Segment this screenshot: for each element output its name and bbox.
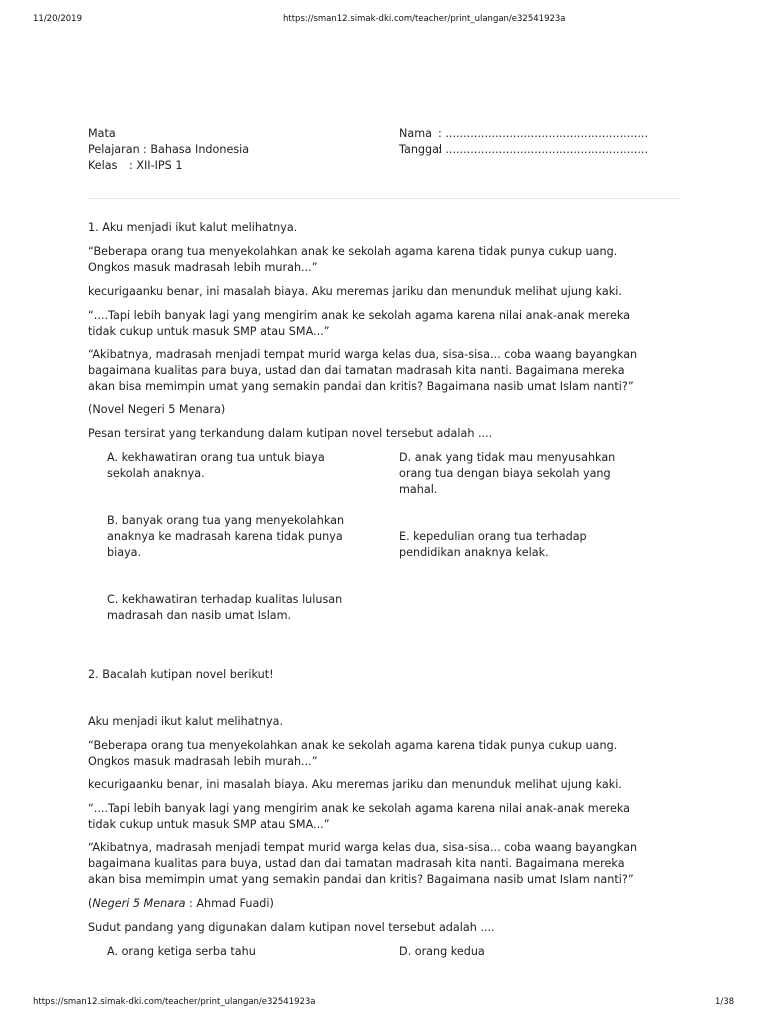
q1-narration: kecurigaanku benar, ini masalah biaya. Aku meremas jariku dan menunduk melihat ujung kaki. <box>88 285 622 298</box>
q2-narration: kecurigaanku benar, ini masalah biaya. Aku meremas jariku dan menunduk melihat ujung kaki. <box>88 778 622 791</box>
subject-label-2: Pelajaran <box>88 143 140 156</box>
date-value: : ......................................................... <box>438 143 649 156</box>
q2-quote-2: “....Tapi lebih banyak lagi yang mengirim anak ke sekolah agama karena nilai anak-anak mereka tidak cukup untuk masuk SMP atau SMA...” <box>88 802 630 831</box>
q1-quote-1: “Beberapa orang tua menyekolahkan anak ke sekolah agama karena tidak punya cukup uang. Ongkos masuk madrasah lebih murah...” <box>88 245 618 274</box>
q1-quote-2: “....Tapi lebih banyak lagi yang mengirim anak ke sekolah agama karena nilai anak-anak mereka tidak cukup untuk masuk SMP atau SMA...” <box>88 309 630 338</box>
q2-source: (Negeri 5 Menara : Ahmad Fuadi) <box>88 897 274 910</box>
print-url: https://sman12.simak-dki.com/teacher/print_ulangan/e32541923a <box>283 14 566 24</box>
novel-title: Negeri 5 Menara <box>92 897 186 910</box>
q1-source: (Novel Negeri 5 Menara) <box>88 403 226 416</box>
q1-quote-3: “Akibatnya, madrasah menjadi tempat murid warga kelas dua, sisa-sisa... coba waang bayangkan bagaimana kualitas para buya, ustad dan dai tamatan madrasah kita nanti. Bagaimana mereka akan bisa memimpin umat yang semakin pandai dan kritis? Bagaimana nasib umat Islam nanti?” <box>88 348 638 393</box>
divider <box>88 198 681 199</box>
q1-prompt: Pesan tersirat yang terkandung dalam kutipan novel tersebut adalah .... <box>88 427 493 440</box>
q1-option-c[interactable]: C. kekhawatiran terhadap kualitas lulusan madrasah dan nasib umat Islam. <box>107 593 343 622</box>
name-label: Nama <box>399 127 432 140</box>
class-value: : XII-IPS 1 <box>129 159 183 172</box>
print-date: 11/20/2019 <box>33 14 82 24</box>
q2-option-d[interactable]: D. orang kedua <box>399 945 485 958</box>
q2-option-a[interactable]: A. orang ketiga serba tahu <box>107 945 256 958</box>
subject-label-1: Mata <box>88 127 116 140</box>
q2-intro: Aku menjadi ikut kalut melihatnya. <box>88 715 284 728</box>
q1-option-b[interactable]: B. banyak orang tua yang menyekolahkan anaknya ke madrasah karena tidak punya biaya. <box>107 514 345 559</box>
subject-value: : Bahasa Indonesia <box>143 143 250 156</box>
class-label: Kelas <box>88 159 118 172</box>
q1-option-d[interactable]: D. anak yang tidak mau menyusahkan orang tua dengan biaya sekolah yang mahal. <box>399 451 616 496</box>
q2-quote-3: “Akibatnya, madrasah menjadi tempat murid warga kelas dua, sisa-sisa... coba waang bayangkan bagaimana kualitas para buya, ustad dan dai tamatan madrasah kita nanti. Bagaimana mereka akan bisa memimpin umat yang semakin pandai dan kritis? Bagaimana nasib umat Islam nanti?” <box>88 841 638 886</box>
q2-quote-1: “Beberapa orang tua menyekolahkan anak ke sekolah agama karena tidak punya cukup uang. Ongkos masuk madrasah lebih murah...” <box>88 739 618 768</box>
page-number: 1/38 <box>715 997 735 1007</box>
q2-title: 2. Bacalah kutipan novel berikut! <box>88 668 274 681</box>
footer-url: https://sman12.simak-dki.com/teacher/print_ulangan/e32541923a <box>33 997 316 1007</box>
q1-option-e[interactable]: E. kepedulian orang tua terhadap pendidikan anaknya kelak. <box>399 530 587 559</box>
q1-intro: 1. Aku menjadi ikut kalut melihatnya. <box>88 221 298 234</box>
q2-prompt: Sudut pandang yang digunakan dalam kutipan novel tersebut adalah .... <box>88 921 495 934</box>
date-label: Tanggal <box>399 143 443 156</box>
q1-option-a[interactable]: A. kekhawatiran orang tua untuk biaya sekolah anaknya. <box>107 451 325 480</box>
name-value: : ......................................................... <box>438 127 649 140</box>
